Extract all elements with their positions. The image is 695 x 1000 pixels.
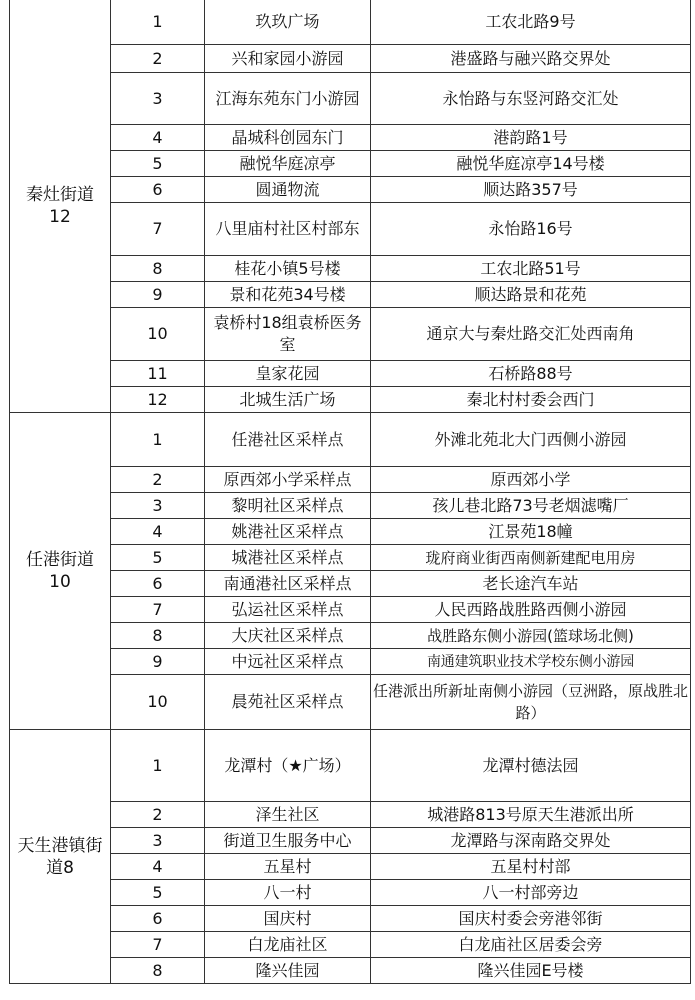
- row-number: 5: [111, 545, 205, 571]
- street-cell: [10, 413, 111, 730]
- row-number: 3: [111, 828, 205, 854]
- row-number: 3: [111, 493, 205, 519]
- row-number: 2: [111, 467, 205, 493]
- site-address: 顺达路景和花苑: [371, 282, 691, 308]
- site-address: 通京大与秦灶路交汇处西南角: [371, 308, 691, 361]
- table-row: [10, 880, 691, 906]
- table-row: [10, 73, 691, 125]
- site-name: 中远社区采样点: [205, 649, 371, 675]
- row-number: 2: [111, 45, 205, 73]
- site-address: 港韵路1号: [371, 125, 691, 151]
- table-row: [10, 0, 691, 45]
- site-name: 八一村: [205, 880, 371, 906]
- site-name: 景和花苑34号楼: [205, 282, 371, 308]
- table-row: [10, 493, 691, 519]
- site-name: 融悦华庭凉亭: [205, 151, 371, 177]
- site-name: 五星村: [205, 854, 371, 880]
- row-number: 7: [111, 203, 205, 256]
- table-row: [10, 125, 691, 151]
- row-number: 4: [111, 125, 205, 151]
- site-name: 北城生活广场: [205, 387, 371, 413]
- site-address: 人民西路战胜路西侧小游园: [371, 597, 691, 623]
- row-number: 1: [111, 730, 205, 802]
- site-name: 白龙庙社区: [205, 932, 371, 958]
- row-number: 6: [111, 906, 205, 932]
- site-address: 八一村部旁边: [371, 880, 691, 906]
- site-address: 珑府商业街西南侧新建配电用房: [371, 545, 691, 571]
- site-address: 永怡路16号: [371, 203, 691, 256]
- table-row: [10, 906, 691, 932]
- site-address: 融悦华庭凉亭14号楼: [371, 151, 691, 177]
- site-address: 顺达路357号: [371, 177, 691, 203]
- site-address: 原西郊小学: [371, 467, 691, 493]
- site-name: 江海东苑东门小游园: [205, 73, 371, 125]
- site-address: 城港路813号原天生港派出所: [371, 802, 691, 828]
- site-name: 桂花小镇5号楼: [205, 256, 371, 282]
- site-address: 五星村村部: [371, 854, 691, 880]
- street-count: 10: [49, 572, 71, 592]
- row-number: 7: [111, 597, 205, 623]
- site-address: 国庆村委会旁港邻街: [371, 906, 691, 932]
- site-name: 弘运社区采样点: [205, 597, 371, 623]
- site-name: 兴和家园小游园: [205, 45, 371, 73]
- street-count: 12: [49, 206, 71, 227]
- site-name: 泽生社区: [205, 802, 371, 828]
- row-number: 8: [111, 256, 205, 282]
- site-name: 晶城科创园东门: [205, 125, 371, 151]
- site-name: 原西郊小学采样点: [205, 467, 371, 493]
- table-row: [10, 802, 691, 828]
- row-number: 8: [111, 623, 205, 649]
- table-row: [10, 828, 691, 854]
- site-address: 工农北路9号: [371, 0, 691, 45]
- table-row: [10, 623, 691, 649]
- row-number: 2: [111, 802, 205, 828]
- site-address: 石桥路88号: [371, 361, 691, 387]
- street-count: 8: [63, 857, 74, 878]
- site-name: 龙潭村（★广场）: [205, 730, 371, 802]
- row-number: 5: [111, 880, 205, 906]
- table-row: [10, 282, 691, 308]
- site-address: 江景苑18幢: [371, 519, 691, 545]
- table-row: [10, 256, 691, 282]
- street-cell: [10, 0, 111, 413]
- site-address: 隆兴佳园E号楼: [371, 958, 691, 984]
- row-number: 1: [111, 413, 205, 467]
- row-number: 6: [111, 571, 205, 597]
- site-address: 白龙庙社区居委会旁: [371, 932, 691, 958]
- site-address: 秦北村村委会西门: [371, 387, 691, 413]
- table-row: [10, 545, 691, 571]
- table-row: [10, 45, 691, 73]
- table-row: [10, 177, 691, 203]
- row-number: 8: [111, 958, 205, 984]
- site-address: 外滩北苑北大门西侧小游园: [371, 413, 691, 467]
- site-name: 国庆村: [205, 906, 371, 932]
- row-number: 10: [111, 675, 205, 730]
- street-name: 秦灶街道: [26, 184, 94, 205]
- table-row: [10, 854, 691, 880]
- testing-sites-table: [9, 0, 691, 984]
- site-address: 战胜路东侧小游园(篮球场北侧): [371, 623, 691, 649]
- site-name: 姚港社区采样点: [205, 519, 371, 545]
- site-address: 孩儿巷北路73号老烟滤嘴厂: [371, 493, 691, 519]
- row-number: 6: [111, 177, 205, 203]
- row-number: 11: [111, 361, 205, 387]
- row-number: 9: [111, 282, 205, 308]
- row-number: 9: [111, 649, 205, 675]
- row-number: 4: [111, 854, 205, 880]
- row-number: 4: [111, 519, 205, 545]
- row-number: 5: [111, 151, 205, 177]
- site-address: 老长途汽车站: [371, 571, 691, 597]
- site-name: 皇家花园: [205, 361, 371, 387]
- site-address: 龙潭路与深南路交界处: [371, 828, 691, 854]
- site-name: 南通港社区采样点: [205, 571, 371, 597]
- site-name: 任港社区采样点: [205, 413, 371, 467]
- table-row: [10, 571, 691, 597]
- table-row: [10, 387, 691, 413]
- row-number: 1: [111, 0, 205, 45]
- site-name: 八里庙村社区村部东: [205, 203, 371, 256]
- table-row: [10, 730, 691, 802]
- site-name: 晨苑社区采样点: [205, 675, 371, 730]
- table-row: [10, 203, 691, 256]
- site-name: 玖玖广场: [205, 0, 371, 45]
- site-address: 永怡路与东竖河路交汇处: [371, 73, 691, 125]
- site-name: 城港社区采样点: [205, 545, 371, 571]
- street-name: 任港街道: [26, 550, 94, 570]
- row-number: 3: [111, 73, 205, 125]
- site-address: 任港派出所新址南侧小游园（豆洲路，原战胜北路）: [371, 675, 691, 730]
- street-cell: [10, 730, 111, 984]
- table-row: [10, 649, 691, 675]
- site-address: 龙潭村德法园: [371, 730, 691, 802]
- table-row: [10, 151, 691, 177]
- site-address: 港盛路与融兴路交界处: [371, 45, 691, 73]
- row-number: 12: [111, 387, 205, 413]
- site-address: 南通建筑职业技术学校东侧小游园: [371, 649, 691, 675]
- site-name: 隆兴佳园: [205, 958, 371, 984]
- table-row: [10, 413, 691, 467]
- row-number: 7: [111, 932, 205, 958]
- table-row: [10, 308, 691, 361]
- site-name: 圆通物流: [205, 177, 371, 203]
- table-row: [10, 361, 691, 387]
- site-address: 工农北路51号: [371, 256, 691, 282]
- row-number: 10: [111, 308, 205, 361]
- site-name: 黎明社区采样点: [205, 493, 371, 519]
- site-name: 袁桥村18组袁桥医务室: [205, 308, 371, 361]
- table-row: [10, 932, 691, 958]
- site-name: 街道卫生服务中心: [205, 828, 371, 854]
- table-row: [10, 597, 691, 623]
- table-row: [10, 958, 691, 984]
- table-row: [10, 675, 691, 730]
- table-row: [10, 519, 691, 545]
- site-name: 大庆社区采样点: [205, 623, 371, 649]
- table-row: [10, 467, 691, 493]
- street-name: 天生港镇街道: [17, 835, 103, 878]
